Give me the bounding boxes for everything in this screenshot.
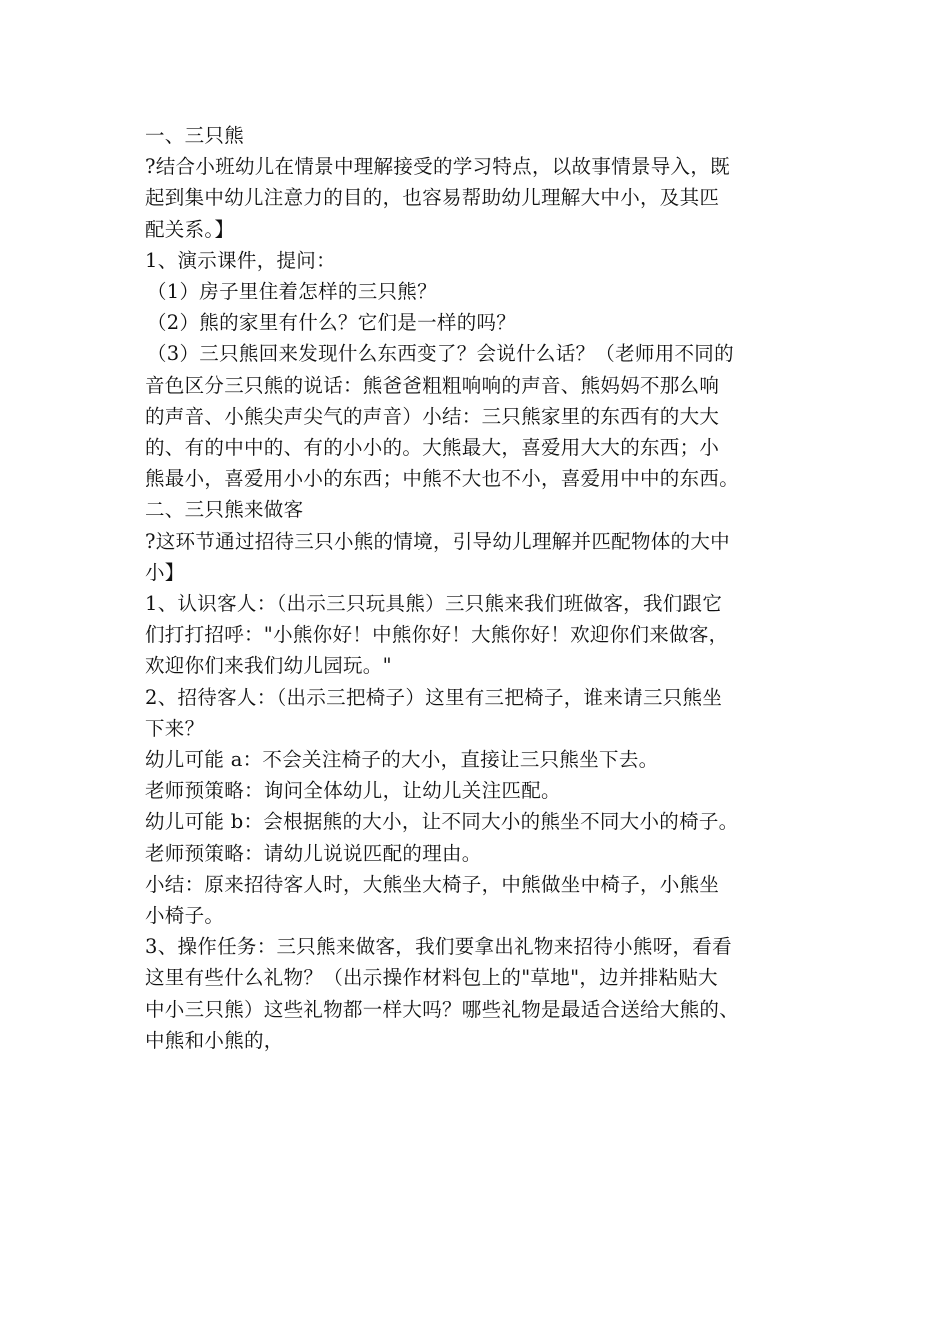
paragraph-line: 老师预策略：询问全体幼儿，让幼儿关注匹配。 [145, 779, 561, 803]
paragraph-line: 幼儿可能 b：会根据熊的大小，让不同大小的熊坐不同大小的椅子。 [145, 810, 739, 834]
paragraph-line: 中熊和小熊的， [145, 1028, 284, 1052]
section-heading-three-bears: 一、三只熊 [145, 124, 245, 147]
paragraph-line: 的、有的中中的、有的小小的。大熊最大，喜爱用大大的东西；小 [145, 436, 720, 460]
paragraph-line: 中小三只熊）这些礼物都一样大吗？哪些礼物是最适合送给大熊的、 [145, 997, 740, 1021]
paragraph-line: 们打打招呼："小熊你好！中熊你好！大熊你好！欢迎你们来做客， [145, 623, 729, 647]
paragraph-line: 配关系。】 [145, 217, 235, 241]
paragraph-line: 起到集中幼儿注意力的目的，也容易帮助幼儿理解大中小，及其匹 [145, 186, 720, 210]
paragraph-line: 小】 [145, 560, 185, 584]
paragraph-line: 小结：原来招待客人时，大熊坐大椅子，中熊做坐中椅子，小熊坐 [145, 872, 720, 896]
paragraph-line: 熊最小，喜爱用小小的东西；中熊不大也不小，喜爱用中中的东西。 [145, 467, 740, 491]
paragraph-line: ?这环节通过招待三只小熊的情境，引导幼儿理解并匹配物体的大中 [145, 529, 730, 553]
step-heading: 1、演示课件，提问： [145, 248, 336, 272]
paragraph-line: 老师预策略：请幼儿说说匹配的理由。 [145, 841, 482, 865]
paragraph-line: ?结合小班幼儿在情景中理解接受的学习特点，以故事情景导入，既 [145, 155, 730, 179]
question-line: （1）房子里住着怎样的三只熊？ [147, 280, 437, 304]
paragraph-line: 下来？ [145, 716, 205, 740]
paragraph-line: 音色区分三只熊的说话：熊爸爸粗粗响响的声音、熊妈妈不那么响 [145, 373, 720, 397]
question-line: （2）熊的家里有什么？它们是一样的吗？ [147, 311, 517, 335]
section-heading-bears-visit: 二、三只熊来做客 [145, 498, 304, 522]
paragraph-line: 欢迎你们来我们幼儿园玩。" [145, 654, 392, 678]
paragraph-line: 的声音、小熊尖声尖气的声音）小结：三只熊家里的东西有的大大 [145, 404, 720, 428]
paragraph-line: 这里有些什么礼物？（出示操作材料包上的"草地"，边并排粘贴大 [145, 966, 718, 990]
paragraph-line: 1、认识客人：（出示三只玩具熊）三只熊来我们班做客，我们跟它 [145, 592, 723, 616]
paragraph-line: 3、操作任务：三只熊来做客，我们要拿出礼物来招待小熊呀，看看 [145, 935, 732, 959]
paragraph-line: 小椅子。 [145, 904, 225, 928]
paragraph-line: 2、招待客人：（出示三把椅子）这里有三把椅子，谁来请三只熊坐 [145, 685, 723, 709]
paragraph-line: 幼儿可能 a：不会关注椅子的大小，直接让三只熊坐下去。 [145, 748, 659, 772]
document-page [145, 120, 815, 1056]
question-line: （3）三只熊回来发现什么东西变了？会说什么话？（老师用不同的 [147, 342, 734, 366]
